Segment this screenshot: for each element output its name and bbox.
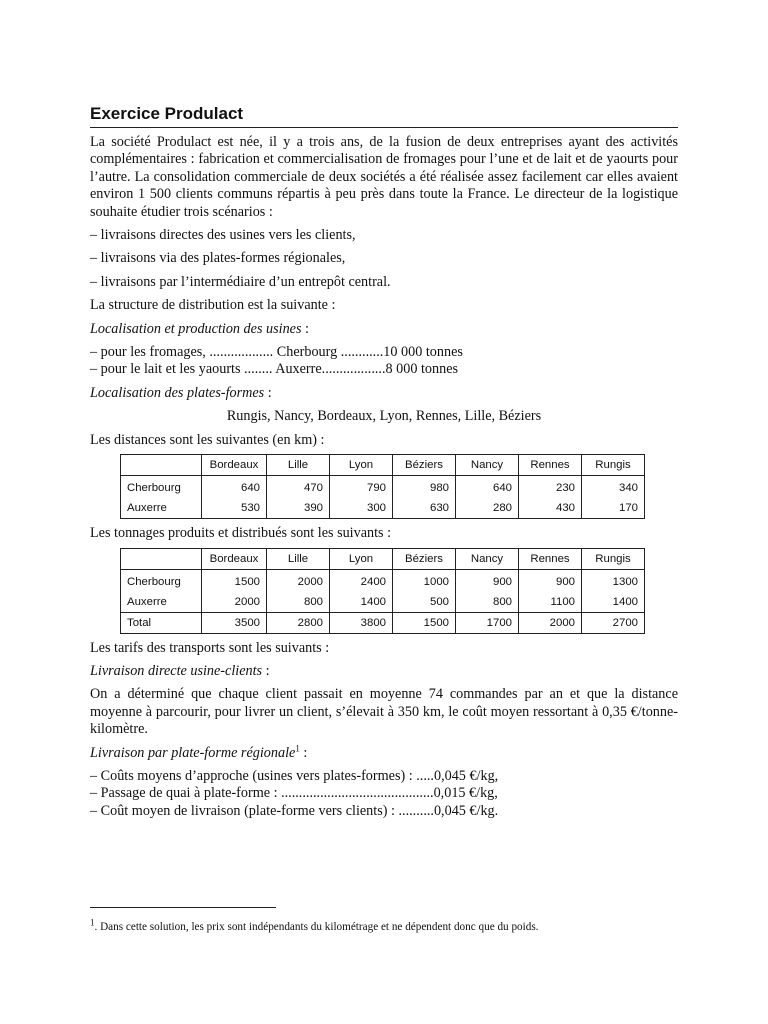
footnote-divider [90, 907, 276, 908]
header-cell: Nancy [456, 455, 519, 476]
tarifs-intro: Les tarifs des transports sont les suivants : [90, 639, 330, 656]
row-label: Auxerre [121, 498, 202, 519]
regional-item-approche: – Coûts moyens d’approche (usines vers plates-formes) : .....0,045 €/kg, [90, 767, 499, 784]
table-row [121, 498, 645, 519]
table-row [121, 592, 645, 613]
exercise-title: Exercice Produlact [90, 104, 678, 128]
header-cell: Rennes [519, 455, 582, 476]
table-total-row [121, 612, 645, 633]
table-cell: 630 [393, 498, 456, 519]
footnote-text: . Dans cette solution, les prix sont indépendants du kilométrage et ne dépendent donc que du poids. [94, 921, 539, 933]
regional-item-quai: – Passage de quai à plate-forme : ...........................................0,015 €/kg, [90, 785, 498, 802]
usines-heading: Localisation et production des usines : [90, 320, 309, 337]
table-cell: 2000 [202, 592, 267, 613]
tonnages-intro: Les tonnages produits et distribués sont les suivants : [90, 525, 392, 542]
direct-paragraph: On a déterminé que chaque client passait en moyenne 74 commandes par an et que la distance moyenne à parcourir, pour livrer un client, s’élevait à 350 km, le coût moyen ressortant à 0,35 €/tonne-kilomètre. [90, 686, 678, 738]
table-cell: 980 [393, 476, 456, 499]
header-cell: Béziers [393, 548, 456, 569]
table-cell: 2000 [519, 612, 582, 633]
table-header-row [121, 548, 645, 569]
table-cell: 1400 [582, 592, 645, 613]
table-header-row [121, 455, 645, 476]
table-cell: 1400 [330, 592, 393, 613]
table-cell: 640 [456, 476, 519, 499]
header-cell: Bordeaux [202, 548, 267, 569]
direct-heading: Livraison directe usine-clients : [90, 662, 270, 679]
usine-line-lait: – pour le lait et les yaourts ........ Auxerre..................8 000 tonnes [90, 361, 459, 378]
header-cell: Lille [267, 455, 330, 476]
table-cell: 1000 [393, 569, 456, 592]
header-cell: Nancy [456, 548, 519, 569]
footnote-mark: 1 [90, 917, 95, 928]
table-cell: 800 [456, 592, 519, 613]
intro-paragraph: La société Produlact est née, il y a trois ans, de la fusion de deux entreprises ayant des activités complémentaires : fabrication et commercialisation de fromages pour l’une et de lait et de yaourts pour l’autre. La consolidation commerciale de deux sociétés a été réalisée assez facilement car elles avaient environ 1 500 clients communs répartis à peu près dans toute la France. Le directeur de la logistique souhaite étudier trois scénarios : [90, 134, 678, 220]
distances-table [120, 454, 645, 519]
usine-line-fromages: – pour les fromages, .................. Cherbourg ............10 000 tonnes [90, 344, 463, 361]
table-cell: 340 [582, 476, 645, 499]
table-cell: 500 [393, 592, 456, 613]
table-cell: 2000 [267, 569, 330, 592]
table-cell: 790 [330, 476, 393, 499]
header-cell [121, 455, 202, 476]
row-label: Cherbourg [121, 476, 202, 499]
row-label: Total [121, 612, 202, 633]
table-cell: 640 [202, 476, 267, 499]
table-cell: 230 [519, 476, 582, 499]
table-cell: 530 [202, 498, 267, 519]
header-cell: Rennes [519, 548, 582, 569]
table-cell: 1500 [202, 569, 267, 592]
header-cell: Lyon [330, 548, 393, 569]
structure-intro: La structure de distribution est la suivante : [90, 297, 336, 314]
table-cell: 3800 [330, 612, 393, 633]
row-label: Cherbourg [121, 569, 202, 592]
header-cell: Bordeaux [202, 455, 267, 476]
scenario-item-2: – livraisons via des plates-formes régionales, [90, 250, 346, 267]
table-cell: 3500 [202, 612, 267, 633]
table-cell: 1100 [519, 592, 582, 613]
table-cell: 800 [267, 592, 330, 613]
table-cell: 1700 [456, 612, 519, 633]
table-cell: 170 [582, 498, 645, 519]
platforms-list: Rungis, Nancy, Bordeaux, Lyon, Rennes, Lille, Béziers [226, 408, 542, 425]
row-label: Auxerre [121, 592, 202, 613]
header-cell [121, 548, 202, 569]
footnote [90, 917, 539, 933]
header-cell: Rungis [582, 548, 645, 569]
platforms-heading: Localisation des plates-formes : [90, 384, 272, 401]
header-cell: Lyon [330, 455, 393, 476]
distances-intro: Les distances sont les suivantes (en km) : [90, 431, 325, 448]
table-cell: 1300 [582, 569, 645, 592]
table-cell: 300 [330, 498, 393, 519]
scenario-item-1: – livraisons directes des usines vers les clients, [90, 227, 356, 244]
table-row [121, 476, 645, 499]
table-cell: 900 [519, 569, 582, 592]
table-cell: 390 [267, 498, 330, 519]
table-cell: 1500 [393, 612, 456, 633]
header-cell: Béziers [393, 455, 456, 476]
table-cell: 900 [456, 569, 519, 592]
header-cell: Rungis [582, 455, 645, 476]
header-cell: Lille [267, 548, 330, 569]
regional-heading: Livraison par plate-forme régionale$^1$ : [90, 742, 308, 761]
scenario-item-3: – livraisons par l’intermédiaire d’un entrepôt central. [90, 273, 391, 290]
table-cell: 2800 [267, 612, 330, 633]
table-cell: 2400 [330, 569, 393, 592]
table-row [121, 569, 645, 592]
footnote-reference[interactable]: 1 [295, 742, 300, 753]
table-cell: 430 [519, 498, 582, 519]
table-cell: 2700 [582, 612, 645, 633]
regional-item-livraison: – Coût moyen de livraison (plate-forme vers clients) : ..........0,045 €/kg. [90, 802, 499, 819]
tonnages-table [120, 548, 645, 634]
table-cell: 470 [267, 476, 330, 499]
document-page [90, 104, 678, 820]
table-cell: 280 [456, 498, 519, 519]
